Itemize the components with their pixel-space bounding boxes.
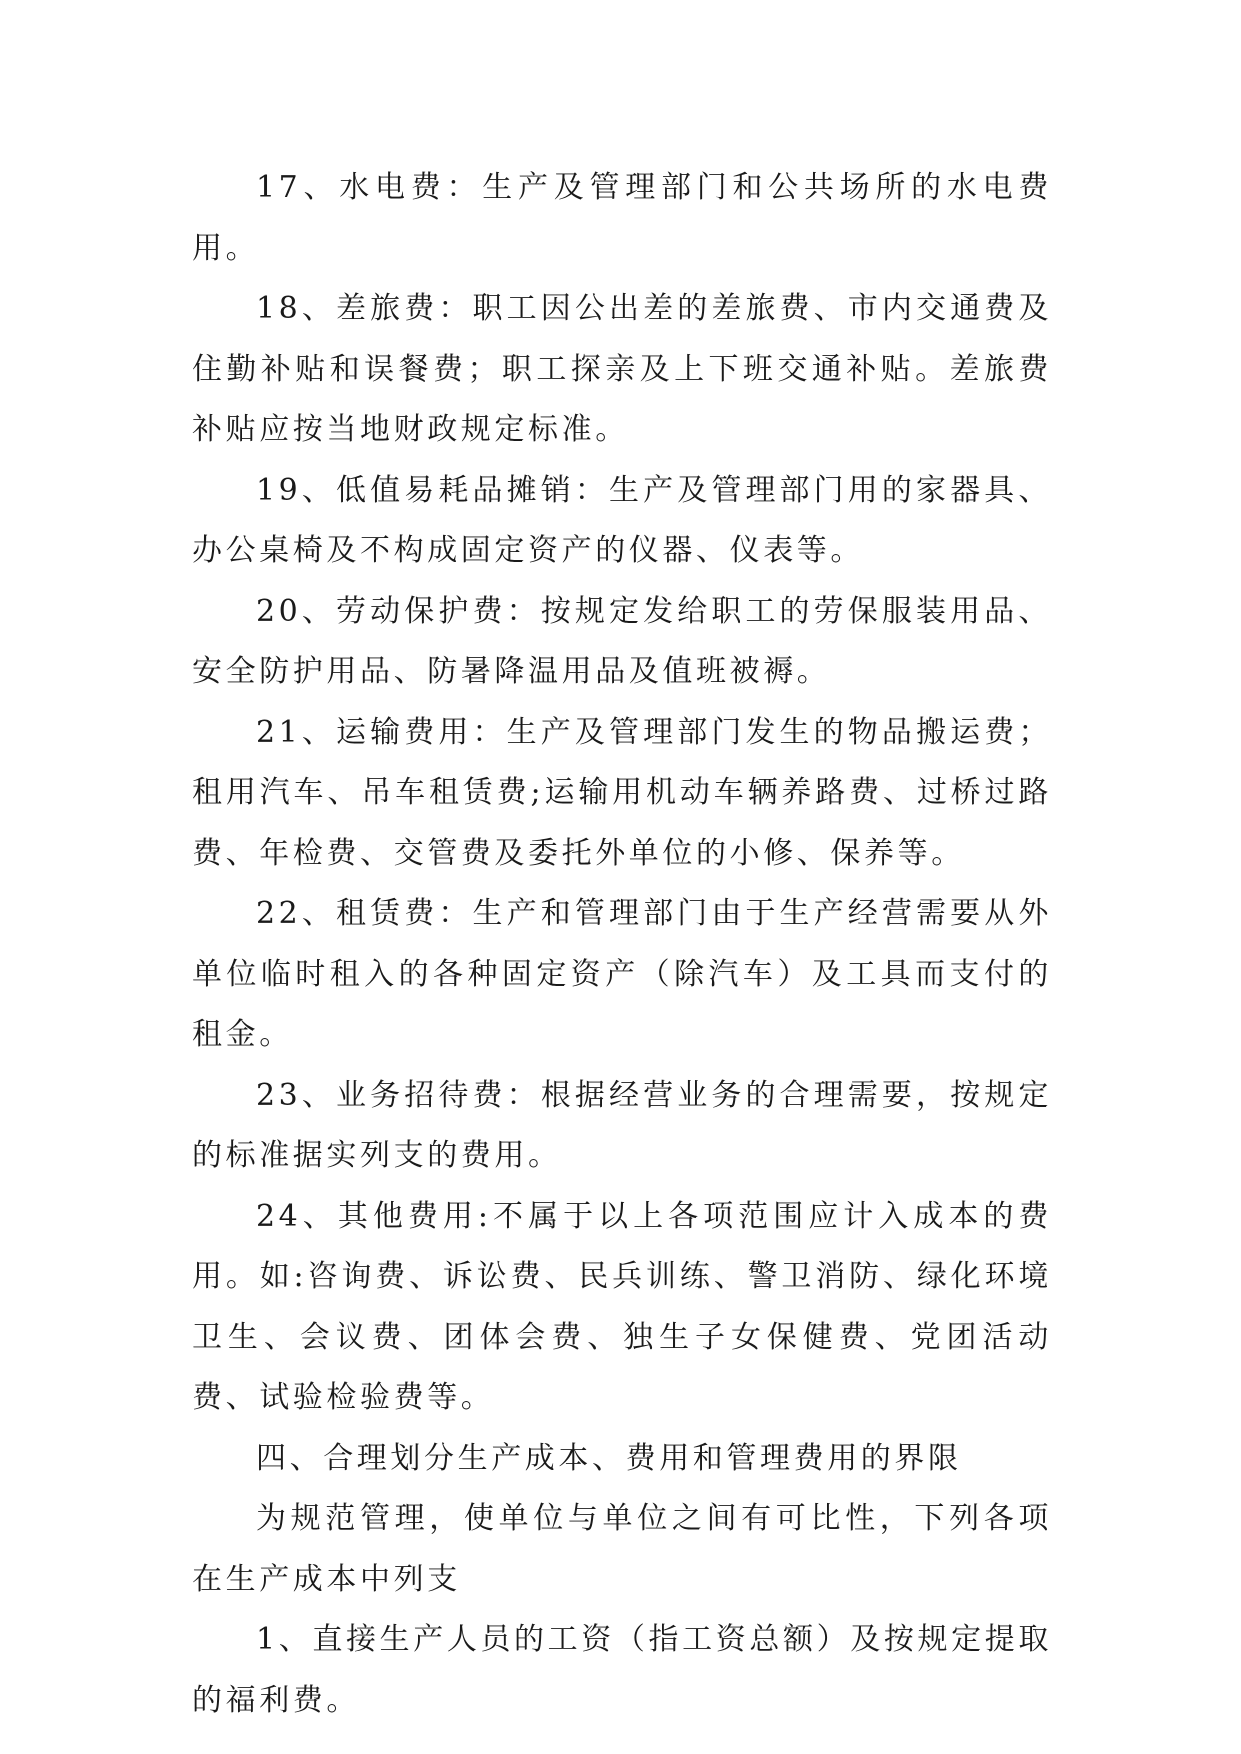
paragraph-labor-protection: 20、劳动保护费：按规定发给职工的劳保服装用品、安全防护用品、防暑降温用品及值班被褥。 (192, 593, 1052, 689)
paragraph-direct-wages: 1、直接生产人员的工资（指工资总额）及按规定提取的福利费。 (192, 1622, 1052, 1718)
paragraph-business-entertainment: 23、业务招待费：根据经营业务的合理需要，按规定的标准据实列支的费用。 (192, 1077, 1052, 1173)
paragraph-utilities-fee: 17、水电费：生产及管理部门和公共场所的水电费用。 (192, 170, 1052, 266)
paragraph-other-expenses: 24、其他费用:不属于以上各项范围应计入成本的费用。如:咨询费、诉讼费、民兵训练、警卫消防、绿化环境卫生、会议费、团体会费、独生子女保健费、党团活动费、试验检验费等。 (192, 1198, 1052, 1415)
paragraph-standardization-intro: 为规范管理，使单位与单位之间有可比性，下列各项在生产成本中列支 (192, 1501, 1052, 1597)
paragraph-transport-expenses: 21、运输费用：生产及管理部门发生的物品搬运费；租用汽车、吊车租赁费;运输用机动车辆养路费、过桥过路费、年检费、交管费及委托外单位的小修、保养等。 (192, 714, 1052, 871)
paragraph-travel-expenses: 18、差旅费：职工因公出差的差旅费、市内交通费及住勤补贴和误餐费；职工探亲及上下班交通补贴。差旅费补贴应按当地财政规定标准。 (192, 291, 1052, 447)
document-body (192, 158, 1052, 1731)
paragraph-rental-fee: 22、租赁费：生产和管理部门由于生产经营需要从外单位临时租入的各种固定资产（除汽车）及工具而支付的租金。 (192, 896, 1052, 1052)
paragraph-low-value-consumables: 19、低值易耗品摊销：生产及管理部门用的家器具、办公桌椅及不构成固定资产的仪器、仪表等。 (192, 472, 1052, 568)
section-heading-cost-boundaries: 四、合理划分生产成本、费用和管理费用的界限 (256, 1440, 962, 1476)
